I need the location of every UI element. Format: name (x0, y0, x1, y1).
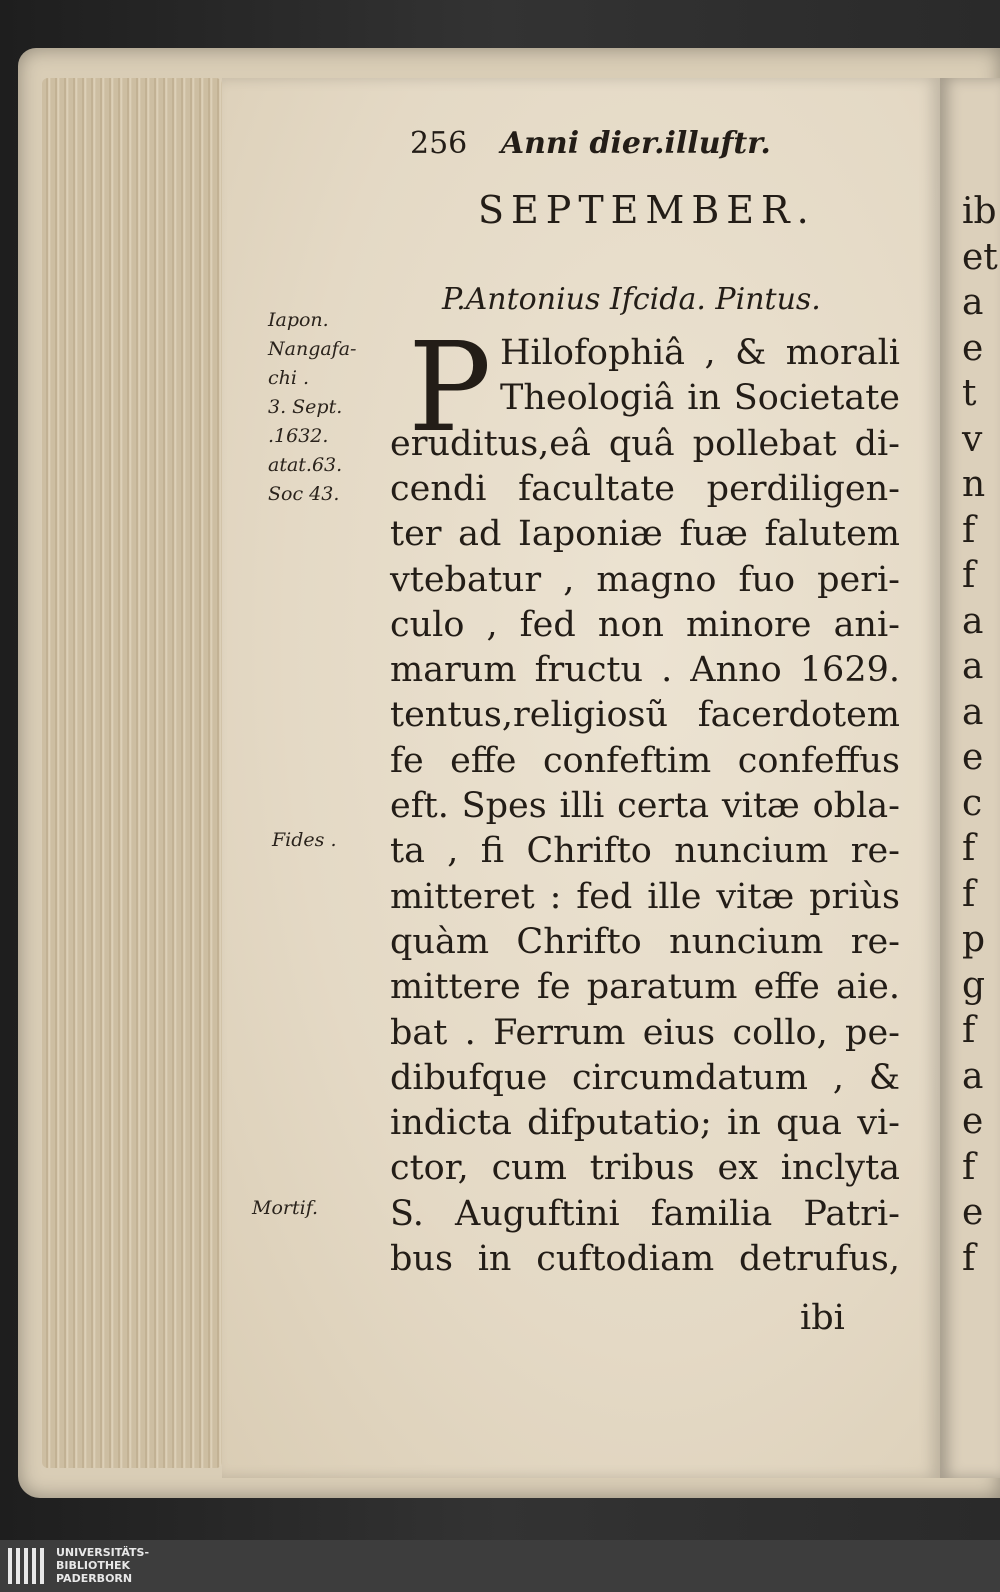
text-line: vtebatur , magno fuo peri- (390, 559, 900, 600)
text-line: Theologiâ in Societate (500, 378, 900, 419)
margin-note-place (268, 306, 356, 509)
right-page-letter: g (962, 964, 986, 1006)
catchword: ibi (800, 1298, 845, 1338)
right-page-letter: ib (962, 191, 997, 232)
library-footer (0, 1540, 1000, 1592)
right-page-letter: f (962, 555, 976, 596)
margin-note-fides: Fides . (272, 829, 337, 851)
right-page-letter: f (962, 828, 976, 869)
page-edges (42, 78, 222, 1468)
margin-note-mortif: Mortif. (252, 1197, 319, 1219)
right-page-letter: f (962, 1237, 976, 1279)
margin-note: 3. Sept. (268, 396, 343, 418)
logo-line: BIBLIOTHEK (56, 1559, 131, 1572)
right-page-letter: a (962, 1055, 984, 1097)
margin-note: Iapon. (268, 309, 329, 331)
text-line: fe effe confeftim confeffus (390, 740, 900, 781)
margin-note: Nangafa- (268, 338, 357, 360)
text-line: S. Auguftini familia Patri- (390, 1193, 900, 1234)
right-page-letter: f (962, 509, 976, 551)
right-page-letter: f (962, 1010, 976, 1051)
right-page-letter: a (962, 282, 984, 323)
right-page-letter: c (962, 782, 983, 824)
margin-note: .1632. (268, 425, 329, 447)
text-line: cendi facultate perdiligen- (390, 468, 900, 509)
entry-heading: P.Antonius Ifcida. Pintus. (442, 282, 821, 317)
right-page-letter: e (962, 737, 984, 778)
right-page-letter: f (962, 1146, 976, 1188)
margin-note: chi . (268, 367, 310, 389)
text-line: mitteret : fed ille vitæ priùs (390, 876, 900, 917)
drop-cap: P (408, 316, 492, 460)
text-line: ter ad Iaponiæ fuæ falutem (390, 514, 900, 555)
margin-note: Soc 43. (268, 483, 340, 505)
right-page-letter: f (962, 873, 976, 915)
text-line: dibufque circumdatum , & (390, 1057, 900, 1098)
right-page-letter: e (962, 1101, 984, 1142)
text-line: culo , fed non minore ani- (390, 604, 900, 645)
right-page-letter: e (962, 327, 984, 369)
logo-line: PADERBORN (56, 1572, 133, 1585)
text-line: ta , fi Chrifto nuncium re- (390, 831, 900, 872)
right-page-letter: et (962, 236, 998, 278)
text-line: marum fructu . Anno 1629. (390, 650, 900, 691)
margin-note: atat.63. (268, 454, 343, 476)
text-line: mittere fe paratum effe aie. (390, 967, 900, 1008)
text-line: indicta difputatio; in qua vi- (390, 1103, 900, 1144)
text-line: bat . Ferrum eius collo, pe- (390, 1012, 900, 1053)
right-page-letter: p (962, 919, 986, 960)
right-page-fragment (940, 78, 1000, 1478)
right-page-letter: a (962, 691, 984, 733)
text-line: tentus,religiosũ facerdotem (390, 695, 900, 736)
right-page-letter: a (962, 600, 984, 642)
right-page-letter: v (962, 418, 983, 460)
right-page-letter: a (962, 646, 984, 687)
library-logo-icon (8, 1548, 48, 1584)
right-page-letter: n (962, 464, 986, 505)
library-logo-text (56, 1546, 149, 1585)
month-heading: SEPTEMBER. (478, 188, 816, 232)
text-line: Hilofophiâ , & morali (500, 333, 900, 373)
text-line: quàm Chrifto nuncium re- (390, 921, 900, 962)
text-line: ctor, cum tribus ex inclyta (390, 1148, 900, 1189)
page-number: 256 (410, 126, 468, 161)
running-title: Anni dier.illuftr. (500, 126, 771, 161)
running-header (410, 126, 771, 161)
right-page-letter: e (962, 1192, 984, 1233)
text-line: eruditus,eâ quâ pollebat di- (390, 423, 900, 464)
right-page-letter: t (962, 373, 977, 414)
text-line: bus in cuftodiam detrufus, (390, 1239, 900, 1279)
logo-line: UNIVERSITÄTS- (56, 1546, 150, 1559)
text-line: eft. Spes illi certa vitæ obla- (390, 786, 900, 826)
